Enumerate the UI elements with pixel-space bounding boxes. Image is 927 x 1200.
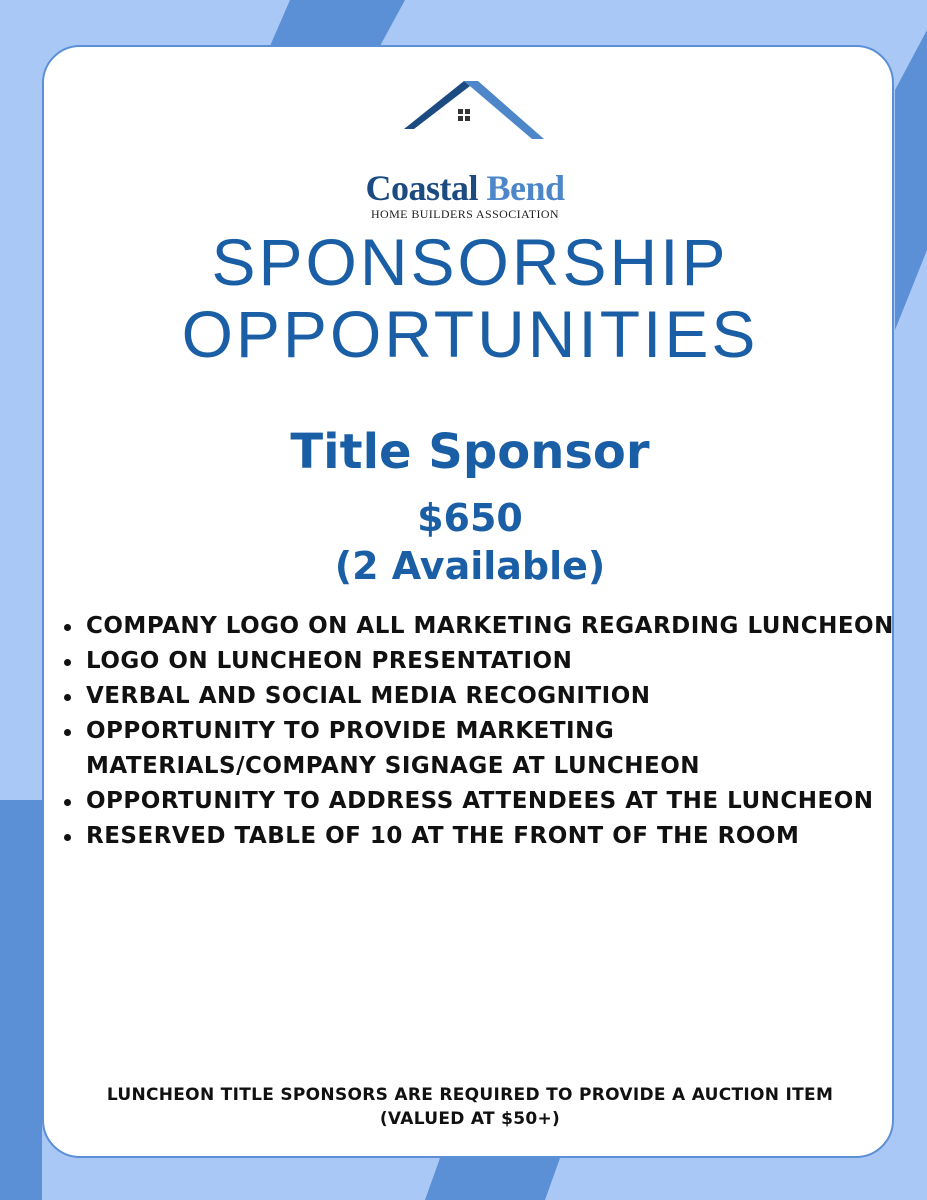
logo-subtitle: HOME BUILDERS ASSOCIATION — [370, 207, 559, 221]
benefit-item — [62, 784, 892, 819]
benefit-item — [62, 679, 892, 714]
logo-wordmark — [334, 169, 596, 207]
benefit-text: VERBAL AND SOCIAL MEDIA RECOGNITION — [86, 683, 651, 709]
tier-name: Title Sponsor — [290, 424, 650, 480]
benefit-text: OPPORTUNITY TO ADDRESS ATTENDEES AT THE LUNCHEON — [86, 788, 874, 814]
tier-availability: (2 Available) — [334, 544, 606, 588]
footnote — [44, 1083, 896, 1131]
heading-line-2: OPPORTUNITIES — [181, 297, 759, 371]
flyer-card — [42, 45, 894, 1158]
benefit-text: COMPANY LOGO ON ALL MARKETING REGARDING LUNCHEON — [86, 613, 894, 639]
tier-price: $650 — [417, 496, 523, 540]
benefit-item — [62, 819, 892, 854]
benefit-text-continued: MATERIALS/COMPANY SIGNAGE AT LUNCHEON — [86, 753, 701, 779]
association-logo — [334, 73, 596, 221]
heading-line-1: SPONSORSHIP — [211, 225, 729, 299]
logo-word-bend: Bend — [486, 168, 565, 208]
benefit-text: RESERVED TABLE OF 10 AT THE FRONT OF THE ROOM — [86, 823, 800, 849]
benefit-item — [62, 644, 892, 679]
footnote-line-2: (VALUED AT $50+) — [379, 1109, 561, 1129]
benefit-text: OPPORTUNITY TO PROVIDE MARKETING — [86, 718, 615, 744]
footnote-line-1: LUNCHEON TITLE SPONSORS ARE REQUIRED TO PROVIDE A AUCTION ITEM — [106, 1085, 834, 1105]
logo-word-coastal: Coastal — [365, 168, 478, 208]
benefit-item — [62, 609, 892, 644]
benefit-text: LOGO ON LUNCHEON PRESENTATION — [86, 648, 573, 674]
benefits-list — [62, 609, 892, 854]
benefit-item — [62, 714, 892, 784]
house-roof-icon — [334, 73, 596, 169]
